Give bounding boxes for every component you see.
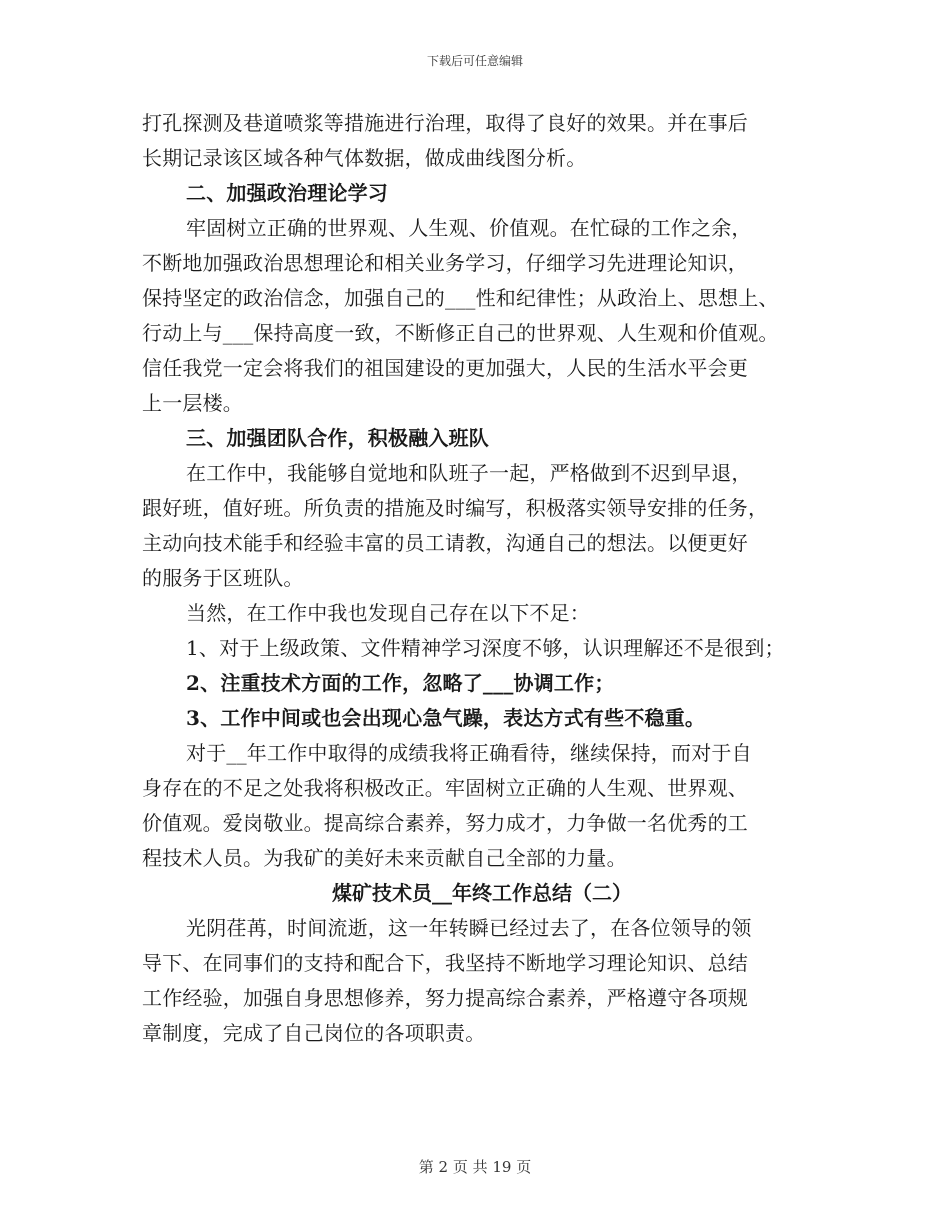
paragraph-line: 工作经验，加强自身思想修养，努力提高综合素养，严格遵守各项规 (142, 986, 748, 1010)
document-body (142, 106, 822, 1051)
paragraph-line: 行动上与___保持高度一致，不断修正自己的世界观、人生观和价值观。 (142, 321, 779, 345)
list-item-2: 2、注重技术方面的工作，忽略了___协调工作； (186, 671, 615, 695)
paragraph-line: 当然，在工作中我也发现自己存在以下不足： (186, 601, 590, 625)
paragraph-line: 程技术人员。为我矿的美好未来贡献自己全部的力量。 (142, 846, 627, 870)
paragraph-line: 在工作中，我能够自觉地和队班子一起，严格做到不迟到早退， (186, 461, 752, 485)
paragraph-line: 章制度，完成了自己岗位的各项职责。 (142, 1021, 486, 1045)
paragraph-line: 主动向技术能手和经验丰富的员工请教，沟通自己的想法。以便更好 (142, 531, 748, 555)
paragraph-line: 光阴荏苒，时间流逝，这一年转瞬已经过去了，在各位领导的领 (186, 916, 752, 940)
paragraph-line: 的服务于区班队。 (142, 566, 304, 590)
paragraph-line: 价值观。爱岗敬业。提高综合素养，努力成才，力争做一名优秀的工 (142, 811, 748, 835)
paragraph-line: 身存在的不足之处我将积极改正。牢固树立正确的人生观、世界观、 (142, 776, 748, 800)
paragraph-line: 跟好班，值好班。所负责的措施及时编写，积极落实领导安排的任务， (142, 496, 769, 520)
paragraph-line: 不断地加强政治思想理论和相关业务学习，仔细学习先进理论知识， (142, 251, 748, 275)
paragraph-line: 信任我党一定会将我们的祖国建设的更加强大，人民的生活水平会更 (142, 356, 748, 380)
paragraph-line: 导下、在同事们的支持和配合下，我坚持不断地学习理论知识、总结 (142, 951, 748, 975)
section-heading-3: 三、加强团队合作，积极融入班队 (186, 426, 489, 450)
document-title-2: 煤矿技术员__年终工作总结（二） (332, 881, 632, 905)
list-item-1: 1、对于上级政策、文件精神学习深度不够，认识理解还不是很到； (186, 636, 785, 660)
page-header: 下载后可任意编辑 (426, 54, 523, 68)
paragraph-line: 打孔探测及巷道喷浆等措施进行治理，取得了良好的效果。并在事后 (142, 111, 748, 135)
list-item-3: 3、工作中间或也会出现心急气躁，表达方式有些不稳重。 (186, 706, 706, 730)
section-heading-2: 二、加强政治理论学习 (186, 181, 388, 205)
page-footer: 第 2 页 共 19 页 (418, 1158, 532, 1176)
paragraph-line: 上一层楼。 (142, 391, 243, 415)
paragraph-line: 牢固树立正确的世界观、人生观、价值观。在忙碌的工作之余， (186, 216, 752, 240)
paragraph-line: 保持坚定的政治信念，加强自己的___性和纪律性；从政治上、思想上、 (142, 286, 779, 310)
paragraph-line: 长期记录该区域各种气体数据，做成曲线图分析。 (142, 146, 587, 170)
paragraph-line: 对于__年工作中取得的成绩我将正确看待，继续保持，而对于自 (186, 741, 752, 765)
